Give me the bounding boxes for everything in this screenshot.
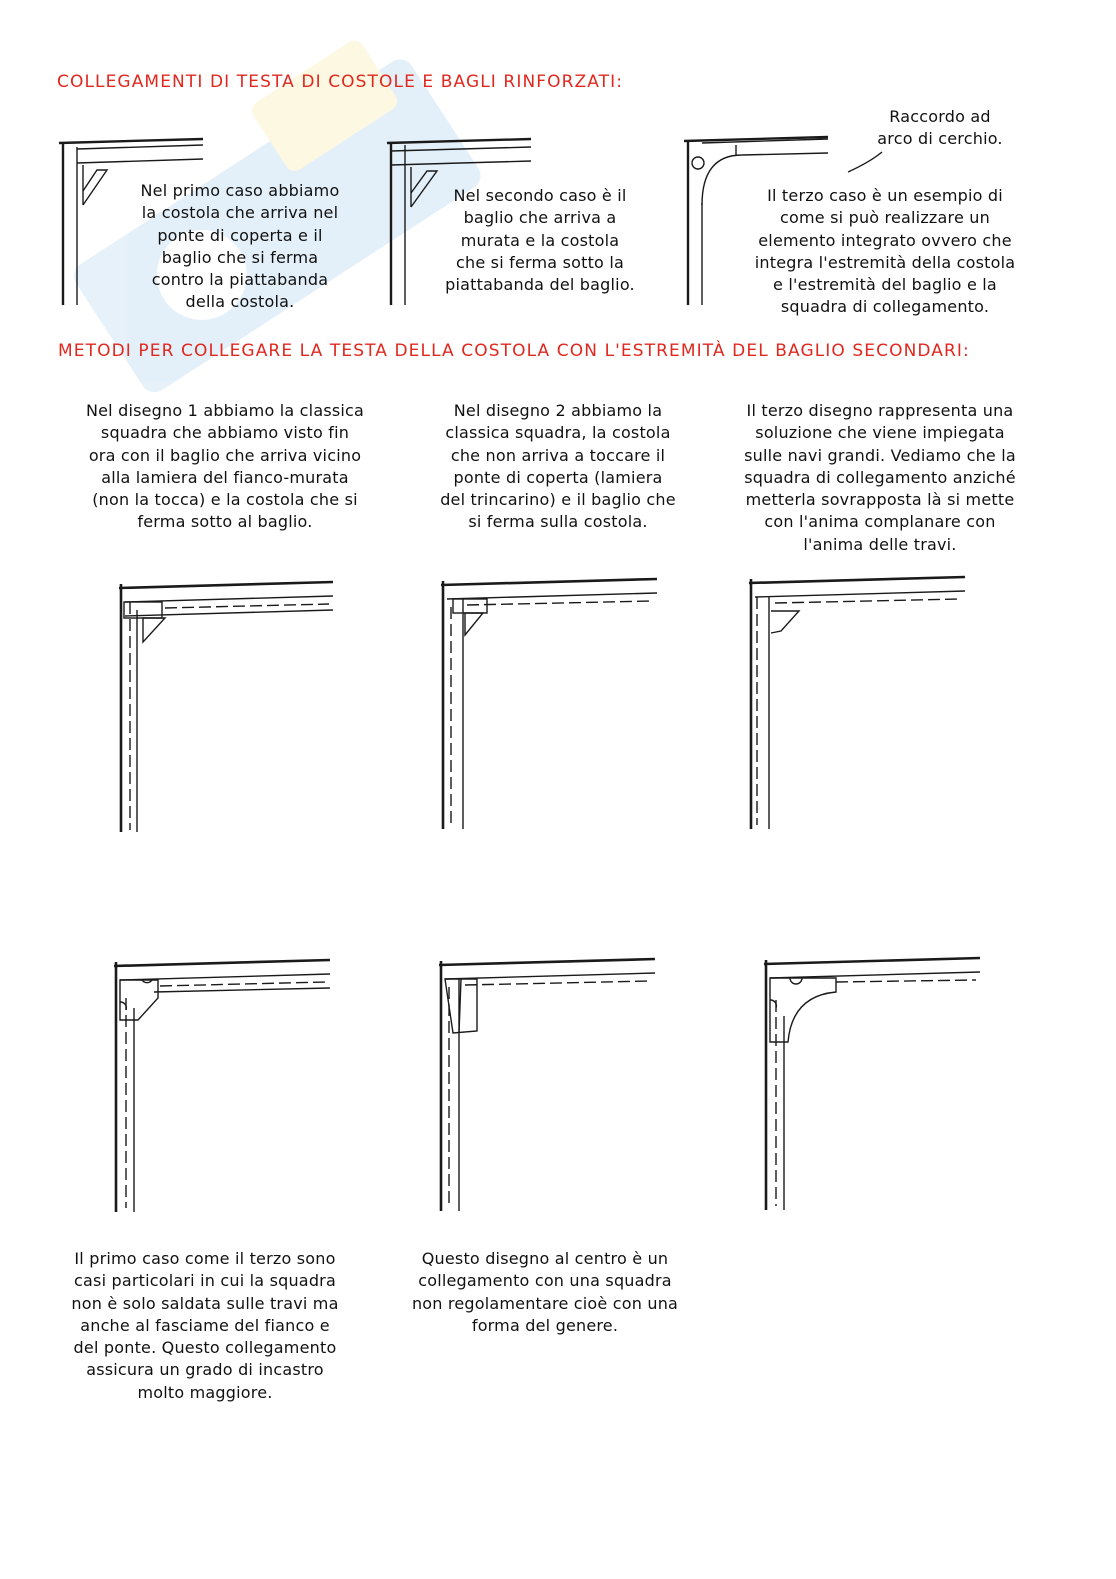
method-text-2: Nel disegno 2 abbiamo la classica squadra, la costola che non arriva a toccare il ponte di coperta (lamiera del trincarino) e il baglio che si ferma sulla costola. — [440, 401, 676, 532]
lower-figure-3 — [760, 956, 985, 1216]
method-text-3: Il terzo disegno rappresenta una soluzione che viene impiegata sulle navi grandi. Vediamo che la squadra di collegamento anziché metterla sovrapposta là si mette con l'anima complanare con l'anima delle travi. — [744, 401, 1016, 554]
method-text-1: Nel disegno 1 abbiamo la classica squadra che abbiamo visto fin ora con il baglio che arriva vicino alla lamiera del fianco-murata (non la tocca) e la costola che si ferma sotto al baglio. — [85, 401, 365, 532]
heading-collegamenti: COLLEGAMENTI DI TESTA DI COSTOLE E BAGLI RINFORZATI: — [57, 72, 624, 92]
top-caption-1: Nel primo caso abbiamo la costola che arriva nel ponte di coperta e il baglio che si ferma contro la piattabanda della costola. — [140, 181, 340, 312]
method-figure-1 — [115, 580, 340, 840]
bottom-text-2: Questo disegno al centro è un collegamento con una squadra non regolamentare cioè con una forma del genere. — [411, 1249, 679, 1335]
bottom-text-1: Il primo caso come il terzo sono casi particolari in cui la squadra non è solo saldata sulle travi ma anche al fasciame del fianco e del ponte. Questo collegamento assicura un grado di incastro molto maggiore. — [71, 1249, 339, 1402]
heading-metodi: METODI PER COLLEGARE LA TESTA DELLA COSTOLA CON L'ESTREMITÀ DEL BAGLIO SECONDARI: — [58, 341, 970, 361]
top-caption-2: Nel secondo caso è il baglio che arriva a murata e la costola che si ferma sotto la piattabanda del baglio. — [445, 186, 635, 295]
method-figure-2 — [437, 577, 662, 837]
annotation-raccordo: Raccordo ad arco di cerchio. — [877, 107, 1003, 149]
lower-figure-2 — [435, 957, 660, 1217]
lower-figure-1 — [110, 958, 335, 1218]
method-figure-3 — [745, 575, 970, 835]
top-caption-3: Il terzo caso è un esempio di come si può realizzare un elemento integrato ovvero che integra l'estremità della costola e l'estremità del baglio e la squadra di collegamento. — [754, 186, 1016, 317]
